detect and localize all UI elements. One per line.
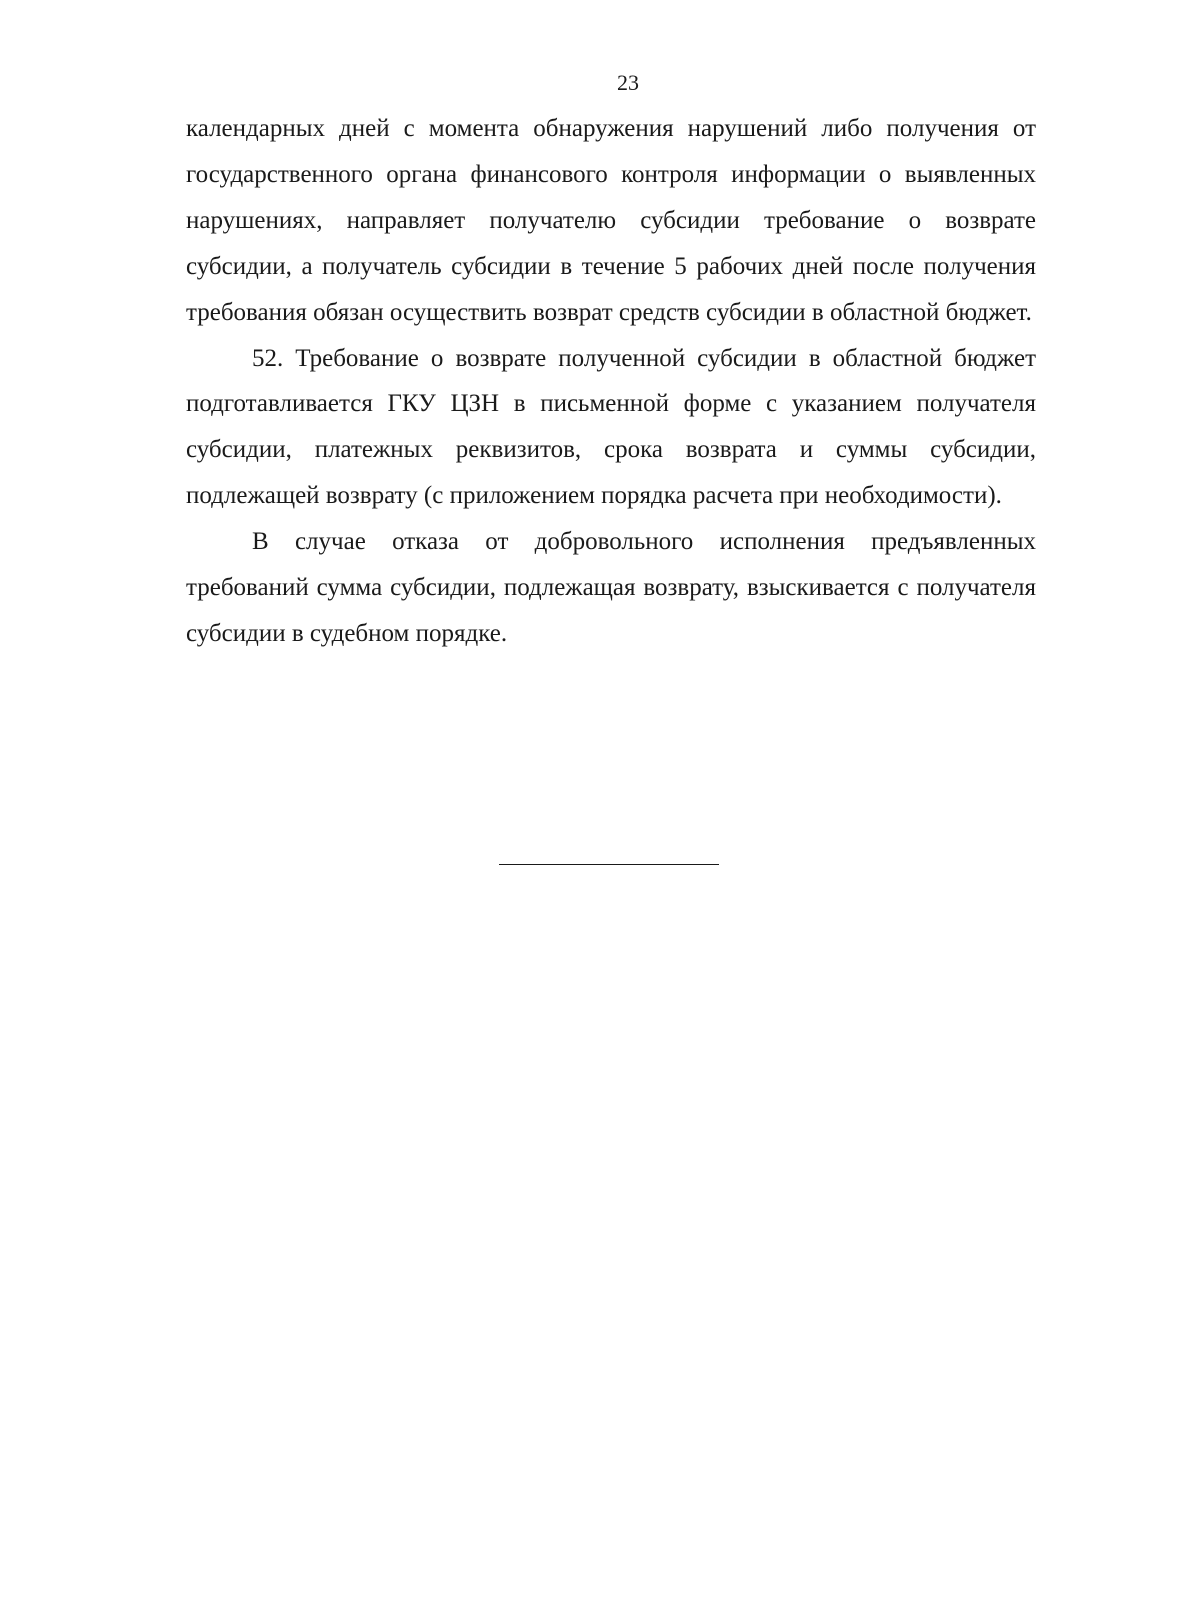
end-separator-line [499,864,719,865]
page-number: 23 [617,70,639,95]
paragraph-52: 52. Требование о возврате полученной субсидии в областной бюджет подготавливается ГКУ ЦЗН в письменной форме с указанием получателя субсидии, платежных реквизитов, срока возврата и суммы субсидии, подлежащей возврату (с приложением порядка расчета при необходимости). [186,344,1036,510]
document-body [186,106,1036,657]
paragraph-refusal: В случае отказа от добровольного исполнения предъявленных требований сумма субсидии, подлежащая возврату, взыскивается с получателя субсидии в судебном порядке. [186,528,1036,647]
paragraph-continuation: календарных дней с момента обнаружения нарушений либо получения от государственного органа финансового контроля информации о выявленных нарушениях, направляет получателю субсидии требование о возврате субсидии, а получатель субсидии в течение 5 рабочих дней после получения требования обязан осуществить возврат средств субсидии в областной бюджет. [186,115,1036,326]
